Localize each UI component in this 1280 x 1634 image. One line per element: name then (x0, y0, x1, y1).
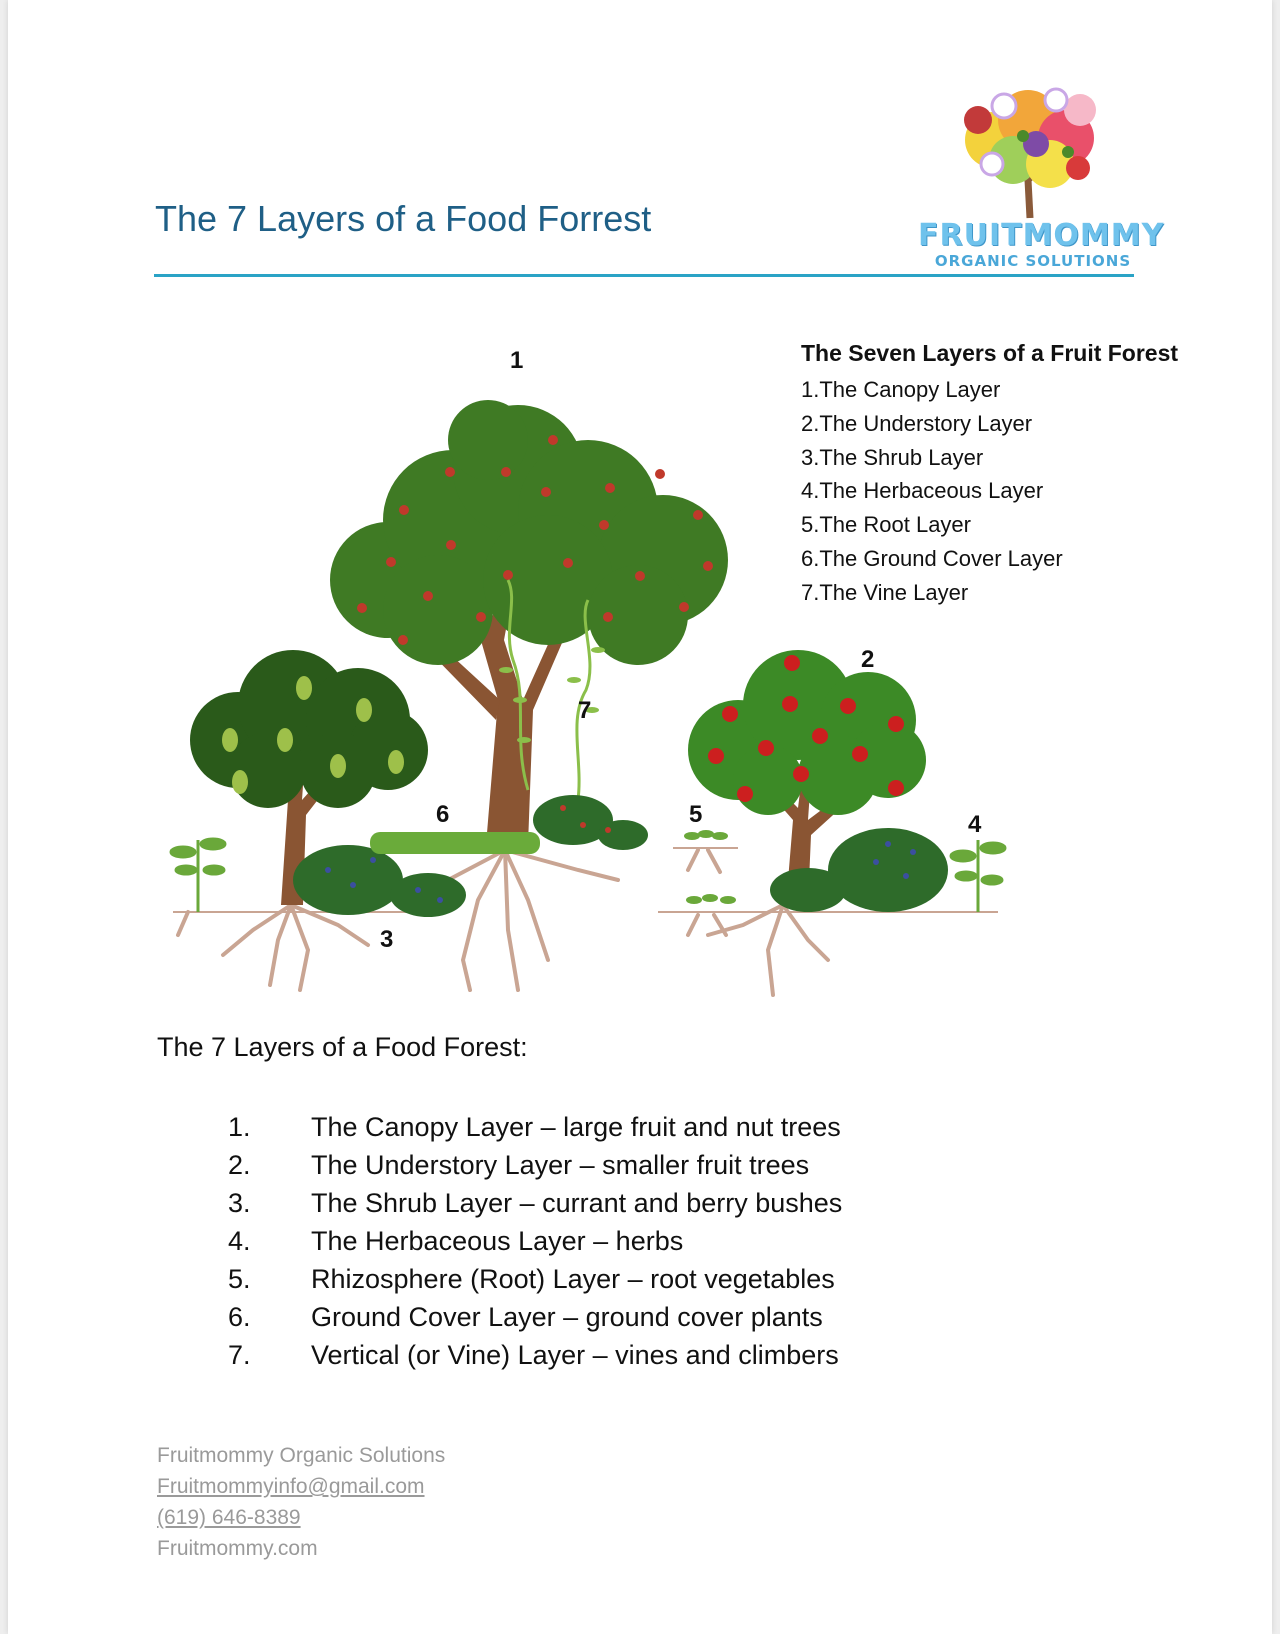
list-item: 6. Ground Cover Layer – ground cover plants (228, 1302, 823, 1332)
shrubs (293, 795, 948, 917)
label-vine-7: 7 (578, 697, 592, 724)
fruit-tree-logo-icon (918, 80, 1148, 220)
company-name: Fruitmommy Organic Solutions (157, 1444, 446, 1467)
label-understory-2: 2 (861, 646, 875, 673)
label-shrub-3: 3 (380, 926, 394, 953)
document-page (8, 0, 1272, 1634)
list-item: 3. The Shrub Layer – currant and berry bushes (228, 1188, 843, 1218)
list-item: 2. The Understory Layer – smaller fruit trees (228, 1150, 810, 1180)
legend-item: 3.The Shrub Layer (801, 444, 984, 470)
label-root-5: 5 (689, 801, 703, 828)
list-item: 7. Vertical (or Vine) Layer – vines and climbers (228, 1340, 839, 1370)
list-item: 1. The Canopy Layer – large fruit and nut trees (228, 1112, 841, 1142)
legend-item: 2.The Understory Layer (801, 410, 1033, 436)
logo-name: FRUITMOMMY (918, 218, 1165, 253)
list-item: 4. The Herbaceous Layer – herbs (228, 1226, 684, 1256)
legend-list (801, 373, 1178, 610)
legend-item: 4.The Herbaceous Layer (801, 478, 1044, 504)
contact-footer (157, 1440, 445, 1564)
list-item: 5. Rhizosphere (Root) Layer – root vegetables (228, 1264, 835, 1294)
legend-title: The Seven Layers of a Fruit Forest (801, 340, 1179, 366)
canopy-foliage (330, 400, 728, 665)
label-herbaceous-4: 4 (968, 811, 982, 838)
root-vegetable-sprouts (684, 830, 736, 904)
label-ground-cover-6: 6 (436, 801, 450, 828)
legend-item: 6.The Ground Cover Layer (801, 545, 1063, 571)
legend-item: 1.The Canopy Layer (801, 377, 1001, 402)
section-heading: The 7 Layers of a Food Forest: (157, 1032, 528, 1062)
email-link[interactable]: Fruitmommyinfo@gmail.com (157, 1475, 425, 1498)
page-title: The 7 Layers of a Food Forrest (155, 198, 652, 239)
pear-tree-foliage (190, 650, 428, 808)
layers-legend (801, 340, 1178, 610)
roots-illustration (178, 850, 828, 995)
layers-description-list (228, 1108, 842, 1374)
fruitmommy-logo (918, 80, 1165, 280)
phone-link[interactable]: (619) 646-8389 (157, 1506, 301, 1529)
ground-cover-plants (370, 832, 540, 854)
logo-subtitle: ORGANIC SOLUTIONS (934, 252, 1132, 270)
legend-item: 5.The Root Layer (801, 512, 971, 538)
label-canopy-1: 1 (510, 347, 524, 374)
website-text: Fruitmommy.com (157, 1537, 318, 1560)
legend-item: 7.The Vine Layer (801, 579, 969, 605)
